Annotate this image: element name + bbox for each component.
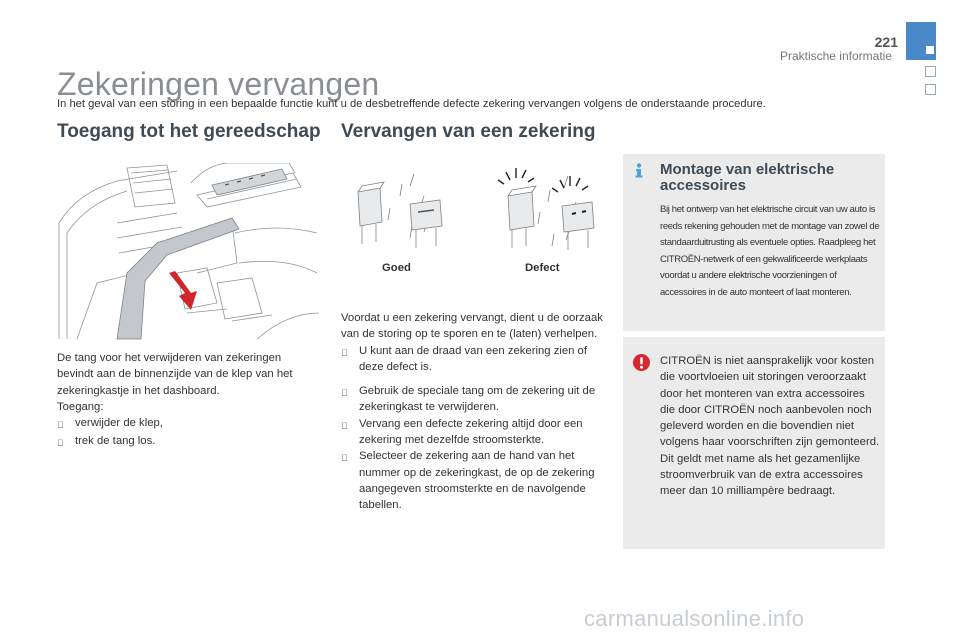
intro-text: In het geval van een storing in een bepaalde functie kunt u de desbetreffende defecte zekering vervangen volgens de onderstaande procedure. — [57, 98, 766, 110]
info-icon — [633, 163, 645, 178]
replace-fuse-text — [341, 310, 603, 514]
exclamation-icon — [633, 354, 650, 371]
tool-location-para: De tang voor het verwijderen van zekeringen bevindt aan de binnenzijde van de klep van het zekeringkastje in het dashboard. — [57, 352, 293, 397]
heading-tool-access: Toegang tot het gereedschap — [57, 121, 321, 142]
checkbox-arrow-icon — [341, 383, 359, 416]
chapter-tab[interactable] — [925, 66, 936, 77]
tool-access-text — [57, 350, 319, 452]
watermark: carmanualsonline.info — [584, 606, 805, 631]
fuse-comparison-illustration — [340, 166, 610, 256]
replace-intro-para: Voordat u een zekering vervangt, dient u de oorzaak van de storing op te sporen en te (laten) verhelpen. — [341, 312, 603, 341]
fuse-good-label: Goed — [382, 262, 411, 274]
checkbox-arrow-icon — [341, 448, 359, 513]
list-item — [341, 383, 603, 416]
info-box — [623, 154, 885, 331]
list-item — [341, 343, 603, 376]
list-item — [341, 448, 603, 513]
chapter-tab[interactable] — [925, 84, 936, 95]
page-number: 221 — [874, 34, 898, 50]
list-item-text: U kunt aan de draad van een zekering zien of deze defect is. — [359, 344, 587, 373]
access-label: Toegang: — [57, 400, 104, 413]
list-item-text: verwijder de klep, — [75, 417, 163, 430]
list-item — [341, 416, 603, 449]
chapter-tab-active[interactable] — [906, 22, 936, 60]
list-item-text: Gebruik de speciale tang om de zekering uit de zekeringkast te verwijderen. — [359, 385, 596, 414]
page-title: Zekeringen vervangen — [57, 66, 380, 102]
list-item-text: trek de tang los. — [75, 433, 156, 446]
list-item — [57, 415, 319, 433]
checkbox-arrow-icon — [57, 415, 75, 433]
warning-box — [623, 337, 885, 549]
info-body: Bij het ontwerp van het elektrische circuit van uw auto is reeds rekening gehouden met de montage van zowel de standaarduitrusting als eventuele opties. Raadpleeg het CITROËN-netwerk of een gekwalificeerde werkplaats voordat u andere elektrische voorzieningen of accessoires in de auto monteert of laat monteren. — [660, 204, 880, 298]
heading-replace-fuse: Vervangen van een zekering — [341, 121, 596, 142]
section-label: Praktische informatie — [779, 49, 892, 63]
dashboard-fuse-tool-illustration — [57, 163, 319, 340]
fuse-defect-label: Defect — [525, 262, 560, 274]
list-item — [57, 433, 319, 451]
list-item-text: Vervang een defecte zekering altijd door een zekering met dezelfde stroomsterkte. — [359, 417, 583, 447]
list-item-text: Selecteer de zekering aan de hand van het nummer op de zekeringkast, de op de zekering aangegeven stroomsterkte en de navolgende tabellen. — [359, 450, 595, 512]
checkbox-arrow-icon — [341, 416, 359, 449]
warning-body: CITROËN is niet aansprakelijk voor kosten die voortvloeien uit storingen veroorzaakt door het monteren van extra accessoires die door CITROËN noch aanbevolen noch geleverd worden en die bovendien niet volgens haar voorschriften zijn gemonteerd. Dit geldt met name als het gezamenlijke stroomverbruik van de extra accessoires meer dan 10 milliampère bedraagt. — [660, 355, 880, 498]
checkbox-arrow-icon — [57, 433, 75, 451]
checkbox-arrow-icon — [341, 343, 359, 376]
info-title: Montage van elektrische accessoires — [660, 161, 835, 194]
